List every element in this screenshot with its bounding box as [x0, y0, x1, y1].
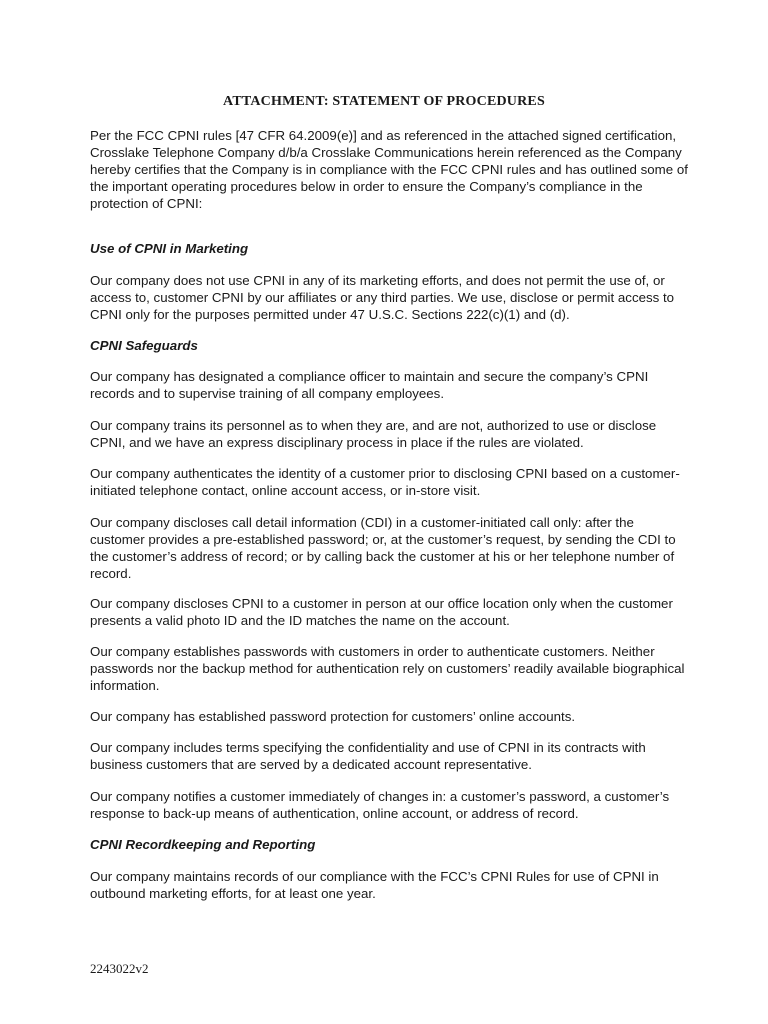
- section-heading-safeguards: CPNI Safeguards: [90, 338, 198, 353]
- safeguards-paragraph: Our company includes terms specifying the confidentiality and use of CPNI in its contracts with business customers that are served by a dedicated account representative.: [90, 740, 646, 772]
- document-version-footer: 2243022v2: [90, 961, 149, 976]
- safeguards-paragraph: Our company has established password protection for customers’ online accounts.: [90, 709, 576, 724]
- intro-paragraph: Per the FCC CPNI rules [47 CFR 64.2009(e)] and as referenced in the attached signed certification, Crosslake Telephone Company d/b/a Crosslake Communications herein referenced as the Company hereby certifies that the Company is in compliance with the FCC CPNI rules and has outlined some of the important operating procedures below in order to ensure the Company’s compliance in the protection of CPNI:: [90, 128, 688, 211]
- section-heading-marketing: Use of CPNI in Marketing: [90, 241, 249, 256]
- safeguards-paragraph: Our company discloses CPNI to a customer in person at our office location only when the customer presents a valid photo ID and the ID matches the name on the account.: [90, 596, 673, 628]
- safeguards-paragraph: Our company discloses call detail information (CDI) in a customer-initiated call only: after the customer provides a pre-established password; or, at the customer’s request, by sending the CDI to the customer’s address of record; or by calling back the customer at his or her telephone number of record.: [90, 515, 676, 581]
- document-title: ATTACHMENT: STATEMENT OF PROCEDURES: [223, 94, 545, 109]
- safeguards-paragraph: Our company trains its personnel as to when they are, and are not, authorized to use or disclose CPNI, and we have an express disciplinary process in place if the rules are violated.: [90, 418, 657, 450]
- safeguards-paragraph: Our company notifies a customer immediately of changes in: a customer’s password, a customer’s response to back-up means of authentication, online account, or address of record.: [90, 789, 670, 821]
- recordkeeping-paragraph: Our company maintains records of our compliance with the FCC’s CPNI Rules for use of CPNI in outbound marketing efforts, for at least one year.: [90, 869, 659, 901]
- marketing-paragraph: Our company does not use CPNI in any of its marketing efforts, and does not permit the use of, or access to, customer CPNI by our affiliates or any third parties. We use, disclose or permit access to CPNI only for the purposes permitted under 47 U.S.C. Sections 222(c)(1) and (d).: [90, 273, 675, 322]
- safeguards-paragraph: Our company has designated a compliance officer to maintain and secure the company’s CPNI records and to supervise training of all company employees.: [90, 369, 649, 401]
- safeguards-paragraph: Our company authenticates the identity of a customer prior to disclosing CPNI based on a customer-initiated telephone contact, online account access, or in-store visit.: [90, 466, 680, 498]
- safeguards-paragraph: Our company establishes passwords with customers in order to authenticate customers. Neither passwords nor the backup method for authentication rely on customers’ readily available biographical information.: [90, 644, 685, 693]
- section-heading-recordkeeping: CPNI Recordkeeping and Reporting: [90, 837, 316, 852]
